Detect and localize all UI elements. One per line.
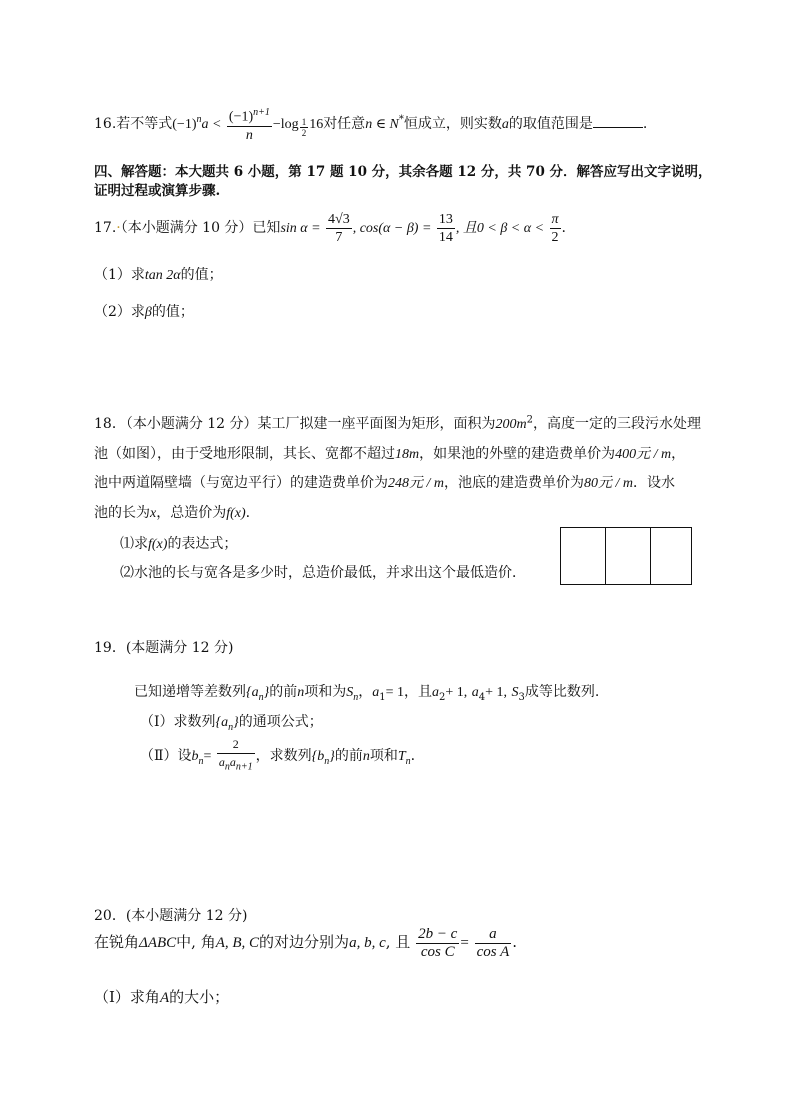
- section-heading: 四、解答题：本大题共 6 小题，第 17 题 10 分，其余各题 12 分，共 70 分．解答应写出文字说明，: [94, 164, 712, 180]
- partition-wall: [605, 528, 606, 584]
- math: , cos(α − β) =: [352, 221, 432, 236]
- math: 16: [309, 116, 324, 132]
- q18-part1: ⑴求f(x)的表达式；: [120, 536, 238, 552]
- partition-wall: [650, 528, 651, 584]
- q19-line1: 已知递增等差数列$\{a_n\}$的前n项和为$S_n$，$a_1= 1$，且$a_2+ 1$, $a_4+ 1$, $S_3$成等比数列.: [134, 684, 600, 703]
- section-heading-line2: 证明过程或演算步骤.: [94, 183, 221, 199]
- q16-text: 若不等式: [116, 115, 173, 132]
- math: (−1): [228, 109, 254, 125]
- math: n ∈ N: [365, 116, 399, 132]
- fraction: $\frac{4√3}{7}$: [328, 211, 350, 245]
- math: a: [501, 116, 509, 132]
- q19-part1: （Ⅰ）求数列$\{a_n\}$的通项公式；: [140, 714, 323, 733]
- fraction: $\frac{a}{\text{cos A}}$: [476, 925, 510, 960]
- fraction: $\frac{\pi}{2}$: [551, 211, 559, 245]
- question-number: 17.: [94, 220, 117, 236]
- q20-heading: 20．(本小题满分 12 分): [94, 908, 248, 924]
- q17-text: （本小题满分 10 分）已知: [120, 220, 281, 236]
- math: , 且0 < β < α <: [455, 221, 545, 236]
- fraction: $\frac{2}{a_na_{n+1}}$: [218, 737, 253, 773]
- q17-part2: （2）求β的值；: [94, 304, 194, 320]
- math: n: [245, 127, 253, 143]
- log-base: $\frac{1}{2}$: [301, 116, 307, 138]
- q16-text: .: [642, 115, 648, 132]
- q20-line1: 在锐角ΔABC中, 角A, B, C的对边分别为a, b, c, 且 $\frac{2b - c}{\text{cos C}}$ = $\frac{a}{\text{cos A}}$ .: [94, 925, 518, 960]
- math: a <: [201, 116, 222, 132]
- math: sin α =: [280, 221, 321, 236]
- q16-text: 恒成立，则实数: [403, 115, 502, 132]
- q18-line2: 池（如图），由于受地形限制，其长、宽都不超过18m，如果池的外壁的建造费单价为400元 / m，: [94, 446, 686, 462]
- math: (−1): [172, 116, 197, 132]
- answer-blank: [593, 115, 643, 128]
- q17-text: .: [561, 220, 566, 236]
- question-17: [94, 208, 566, 248]
- q18-line4: 池的长为x，总造价为f(x).: [94, 505, 251, 521]
- math: n+1: [253, 107, 270, 118]
- q18-line1: 18．（本小题满分 12 分）某工厂拟建一座平面图为矩形，面积为$200m^2$，高度一定的三段污水处理: [94, 414, 702, 432]
- math: n: [196, 114, 202, 126]
- q17-part1: （1）求tan 2α的值；: [94, 267, 223, 283]
- q16-text: 对任意: [323, 115, 366, 132]
- q18-line3: 池中两道隔壁墙（与宽边平行）的建造费单价为248元 / m，池底的建造费单价为80元 / m．设水: [94, 475, 675, 491]
- question-16: [94, 104, 648, 143]
- math: −log: [272, 116, 299, 132]
- question-number: 16.: [94, 115, 117, 132]
- q16-text: 的取值范围是: [508, 115, 593, 132]
- pool-diagram: [560, 527, 692, 585]
- fraction: $\frac{2b - c}{\text{cos C}}$: [418, 925, 458, 960]
- q20-part1: （Ⅰ）求角A的大小；: [94, 988, 230, 1006]
- q19-part2: （Ⅱ）设$b_n=$ $\frac{2}{a_na_{n+1}}$ ，求数列$\{b_n\}$的前n项和$T_n$.: [140, 736, 415, 776]
- q19-heading: 19．(本题满分 12 分): [94, 640, 234, 656]
- dot: ·: [116, 220, 121, 236]
- fraction: [227, 104, 272, 144]
- q18-part2: ⑵水池的长与宽各是多少时，总造价最低，并求出这个最低造价．: [120, 565, 526, 581]
- fraction: $\frac{13}{14}$: [438, 211, 453, 245]
- math: *: [398, 114, 404, 126]
